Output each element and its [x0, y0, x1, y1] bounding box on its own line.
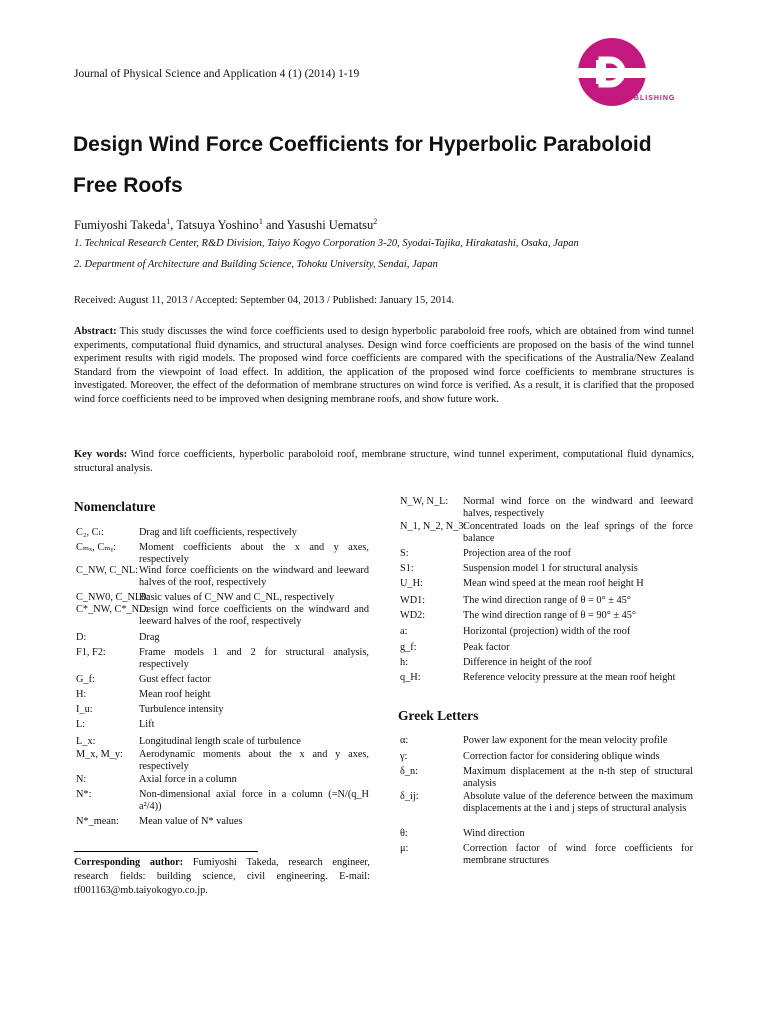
nomenclature-definition: Gust effect factor: [139, 674, 211, 685]
nomenclature-definition: Lift: [139, 719, 155, 730]
nomenclature-symbol: S:: [400, 548, 409, 559]
nomenclature-definition: Turbulence intensity: [139, 704, 224, 715]
abstract: [74, 325, 694, 406]
nomenclature-definition: Frame models 1 and 2 for structural analysis, respectively: [139, 647, 369, 670]
nomenclature-symbol: WD2:: [400, 610, 426, 621]
nomenclature-definition: Suspension model 1 for structural analysis: [463, 563, 638, 574]
nomenclature-symbol: a:: [400, 626, 408, 637]
nomenclature-symbol: U_H:: [400, 578, 423, 589]
nomenclature-definition: Maximum displacement at the n-th step of structural analysis: [463, 766, 693, 789]
nomenclature-symbol: C_NW0, C_NL0:: [76, 592, 150, 603]
nomenclature-definition: Mean value of N* values: [139, 816, 243, 827]
author-separator: ,: [170, 218, 177, 233]
nomenclature-definition: Drag: [139, 632, 160, 643]
nomenclature-definition: Basic values of C_NW and C_NL, respectively: [139, 592, 335, 603]
journal-citation: Journal of Physical Science and Application 4 (1) (2014) 1-19: [74, 68, 360, 80]
keywords: [74, 448, 694, 475]
corresponding-text: Fumiyoshi Takeda, research engineer, research fields: building science, civil engineering. E-mail: tf001163@mb.taiyokogyo.co.jp.: [74, 857, 370, 896]
nomenclature-symbol: α:: [400, 735, 409, 746]
nomenclature-definition: Projection area of the roof: [463, 548, 572, 559]
nomenclature-symbol: L:: [76, 719, 86, 730]
nomenclature-symbol: δ_n:: [400, 766, 419, 777]
nomenclature-definition: Moment coefficients about the x and y axes, respectively: [139, 542, 369, 565]
corresponding-label: Corresponding author:: [74, 857, 184, 868]
keywords-label: Key words:: [74, 449, 128, 460]
nomenclature-heading: Nomenclature: [74, 499, 156, 514]
nomenclature-symbol: μ:: [400, 843, 409, 854]
nomenclature-symbol: D:: [76, 632, 87, 643]
nomenclature-symbol: q_H:: [400, 672, 421, 683]
nomenclature-symbol: WD1:: [400, 595, 426, 606]
nomenclature-symbol: L_x:: [76, 736, 96, 747]
footnote-rule: [74, 851, 258, 852]
nomenclature-definition: Non-dimensional axial force in a column (=N/(q_H a²/4)): [139, 789, 369, 812]
nomenclature-definition: Correction factor for considering oblique winds: [463, 751, 660, 762]
nomenclature-definition: Reference velocity pressure at the mean roof height: [463, 672, 676, 683]
nomenclature-symbol: Cₘₓ, Cₘᵧ:: [76, 542, 117, 553]
nomenclature-definition: Aerodynamic moments about the x and y axes, respectively: [139, 749, 369, 772]
nomenclature-definition: Normal wind force on the windward and leeward halves, respectively: [463, 496, 693, 519]
nomenclature-symbol: N:: [76, 774, 87, 785]
nomenclature-definition: Horizontal (projection) width of the roof: [463, 626, 631, 637]
nomenclature-symbol: H:: [76, 689, 87, 700]
nomenclature-definition: Difference in height of the roof: [463, 657, 592, 668]
logo-text: DAVID PUBLISHING: [593, 95, 676, 102]
nomenclature-definition: The wind direction range of θ = 0° ± 45°: [463, 595, 631, 606]
nomenclature-symbol: N_W, N_L:: [400, 496, 449, 507]
nomenclature-symbol: N*_mean:: [76, 816, 119, 827]
nomenclature-symbol: δ_ij:: [400, 791, 419, 802]
nomenclature-symbol: S1:: [400, 563, 414, 574]
author-separator: and: [262, 218, 287, 233]
nomenclature-symbol: C*_NW, C*_NL:: [76, 604, 149, 615]
keywords-text: Wind force coefficients, hyperbolic paraboloid roof, membrane structure, wind tunnel experiment, computational fluid dynamics, structural analysis.: [74, 449, 694, 474]
nomenclature-definition: Concentrated loads on the leaf springs of the force balance: [463, 521, 693, 544]
publication-dates: Received: August 11, 2013 / Accepted: September 04, 2013 / Published: January 15, 2014.: [74, 295, 455, 306]
nomenclature-definition: Power law exponent for the mean velocity profile: [463, 735, 668, 746]
nomenclature-symbol: C₂, Cₗ:: [76, 527, 104, 538]
affil-sup: 1: [258, 217, 263, 226]
nomenclature-definition: Wind direction: [463, 828, 525, 839]
nomenclature-definition: Correction factor of wind force coefficients for membrane structures: [463, 843, 693, 866]
nomenclature-definition: Design wind force coefficients on the windward and leeward halves of the roof, respectively: [139, 604, 369, 627]
nomenclature-definition: Peak factor: [463, 642, 510, 653]
nomenclature-definition: Axial force in a column: [139, 774, 237, 785]
nomenclature-symbol: C_NW, C_NL:: [76, 565, 138, 576]
nomenclature-symbol: M_x, M_y:: [76, 749, 123, 760]
abstract-label: Abstract:: [74, 326, 117, 337]
abstract-text: This study discusses the wind force coefficients used to design hyperbolic paraboloid free roofs, which are obtained from wind tunnel experiments, computational fluid dynamics, and structural analyses. Design wind force coefficients are proposed on the basis of the wind tunnel experiment results with rigid models. The proposed wind force coefficients are compared with the specifications of the Australia/New Zealand Standard from the viewpoint of load effect. In addition, the application of the proposed wind force coefficients to membrane structures is investigated. Moreover, the effect of the deformation of membrane structures on wind force is verified. As a result, it is clarified that the proposed wind force coefficients need to be improved when designing membrane roofs, and show future work.: [74, 326, 694, 405]
author-name: Tatsuya Yoshino: [176, 218, 259, 233]
nomenclature-definition: Mean roof height: [139, 689, 211, 700]
affil-sup: 1: [166, 217, 171, 226]
nomenclature-symbol: N_1, N_2, N_3:: [400, 521, 467, 532]
paper-title: Design Wind Force Coefficients for Hyperbolic Paraboloid Free Roofs: [73, 133, 652, 197]
nomenclature-symbol: γ:: [400, 751, 408, 762]
nomenclature-symbol: G_f:: [76, 674, 95, 685]
nomenclature-symbol: θ:: [400, 828, 408, 839]
corresponding-author: [74, 856, 370, 898]
authors: [74, 217, 377, 233]
author-name: Yasushi Uematsu: [286, 218, 374, 233]
nomenclature-definition: Absolute value of the deference between the maximum displacements at the i and j steps of structural analysis: [463, 791, 693, 814]
affil-sup: 2: [373, 217, 378, 226]
nomenclature-definition: The wind direction range of θ = 90° ± 45°: [463, 610, 637, 621]
nomenclature-definition: Drag and lift coefficients, respectively: [139, 527, 297, 538]
nomenclature-definition: Wind force coefficients on the windward and leeward halves of the roof, respectively: [139, 565, 369, 588]
greek-letters-heading: Greek Letters: [398, 708, 479, 723]
nomenclature-symbol: g_f:: [400, 642, 417, 653]
affiliation: 2. Department of Architecture and Building Science, Tohoku University, Sendai, Japan: [74, 259, 438, 270]
nomenclature-definition: Longitudinal length scale of turbulence: [139, 736, 301, 747]
nomenclature-definition: Mean wind speed at the mean roof height H: [463, 578, 644, 589]
affiliation: 1. Technical Research Center, R&D Division, Taiyo Kogyo Corporation 3-20, Syodai-Tajika, Hirakatashi, Osaka, Japan: [74, 238, 579, 249]
author-name: Fumiyoshi Takeda: [74, 218, 167, 233]
nomenclature-symbol: N*:: [76, 789, 92, 800]
nomenclature-symbol: F1, F2:: [76, 647, 106, 658]
nomenclature-symbol: h:: [400, 657, 409, 668]
nomenclature-symbol: I_u:: [76, 704, 93, 715]
